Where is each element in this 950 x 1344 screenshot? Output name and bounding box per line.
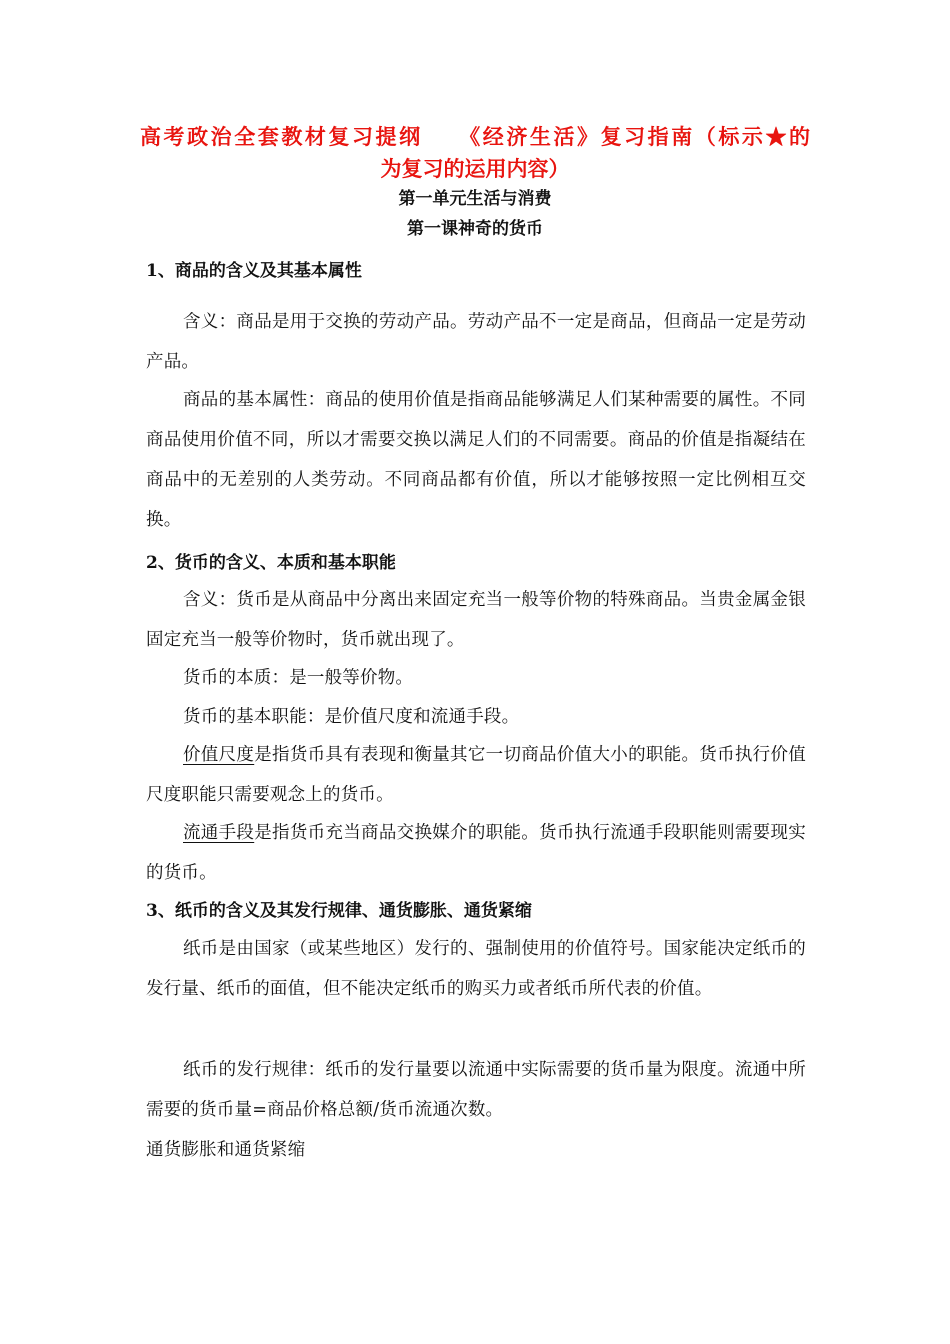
section-2-paragraph-1: 含义：货币是从商品中分离出来固定充当一般等价物的特殊商品。当贵金属金银固定充当一般等价物时，货币就出现了。 bbox=[146, 590, 806, 650]
section-2-heading: 2、货币的含义、本质和基本职能 bbox=[146, 553, 396, 573]
title-line-1: 高考政治全套教材复习提纲 《经济生活》复习指南（标示★的 bbox=[140, 124, 810, 149]
section-2-paragraph-3: 货币的基本职能：是价值尺度和流通手段。 bbox=[183, 707, 520, 727]
section-3-paragraph-1: 纸币是由国家（或某些地区）发行的、强制使用的价值符号。国家能决定纸币的发行量、纸币的面值，但不能决定纸币的购买力或者纸币所代表的价值。 bbox=[146, 939, 806, 999]
section-2-paragraph-4 bbox=[146, 735, 806, 815]
section-2-paragraph-5 bbox=[146, 813, 806, 893]
lesson-heading: 第一课神奇的货币 bbox=[407, 219, 543, 239]
section-3-heading: 3、纸币的含义及其发行规律、通货膨胀、通货紧缩 bbox=[146, 901, 532, 921]
unit-heading: 第一单元生活与消费 bbox=[398, 189, 552, 209]
section-2-paragraph-2: 货币的本质：是一般等价物。 bbox=[183, 668, 414, 688]
section-1-paragraph-1: 含义：商品是用于交换的劳动产品。劳动产品不一定是商品，但商品一定是劳动产品。 bbox=[146, 312, 806, 372]
term-value-measure-definition: 是指货币具有表现和衡量其它一切商品价值大小的职能。货币执行价值尺度职能只需要观念上的货币。 bbox=[146, 745, 806, 805]
document-title bbox=[140, 121, 810, 185]
title-line-2: 为复习的运用内容） bbox=[380, 156, 570, 181]
section-1-heading: 1、商品的含义及其基本属性 bbox=[146, 261, 362, 281]
section-3-paragraph-3: 通货膨胀和通货紧缩 bbox=[146, 1140, 306, 1160]
term-circulation-means-definition: 是指货币充当商品交换媒介的职能。货币执行流通手段职能则需要现实的货币。 bbox=[146, 823, 806, 883]
section-1-paragraph-2: 商品的基本属性：商品的使用价值是指商品能够满足人们某种需要的属性。不同商品使用价值不同，所以才需要交换以满足人们的不同需要。商品的价值是指凝结在商品中的无差别的人类劳动。不同商品都有价值，所以才能够按照一定比例相互交换。 bbox=[146, 390, 806, 530]
term-value-measure: 价值尺度 bbox=[183, 745, 255, 765]
term-circulation-means: 流通手段 bbox=[183, 823, 255, 843]
section-3-paragraph-2: 纸币的发行规律：纸币的发行量要以流通中实际需要的货币量为限度。流通中所需要的货币量=商品价格总额/货币流通次数。 bbox=[146, 1060, 806, 1120]
